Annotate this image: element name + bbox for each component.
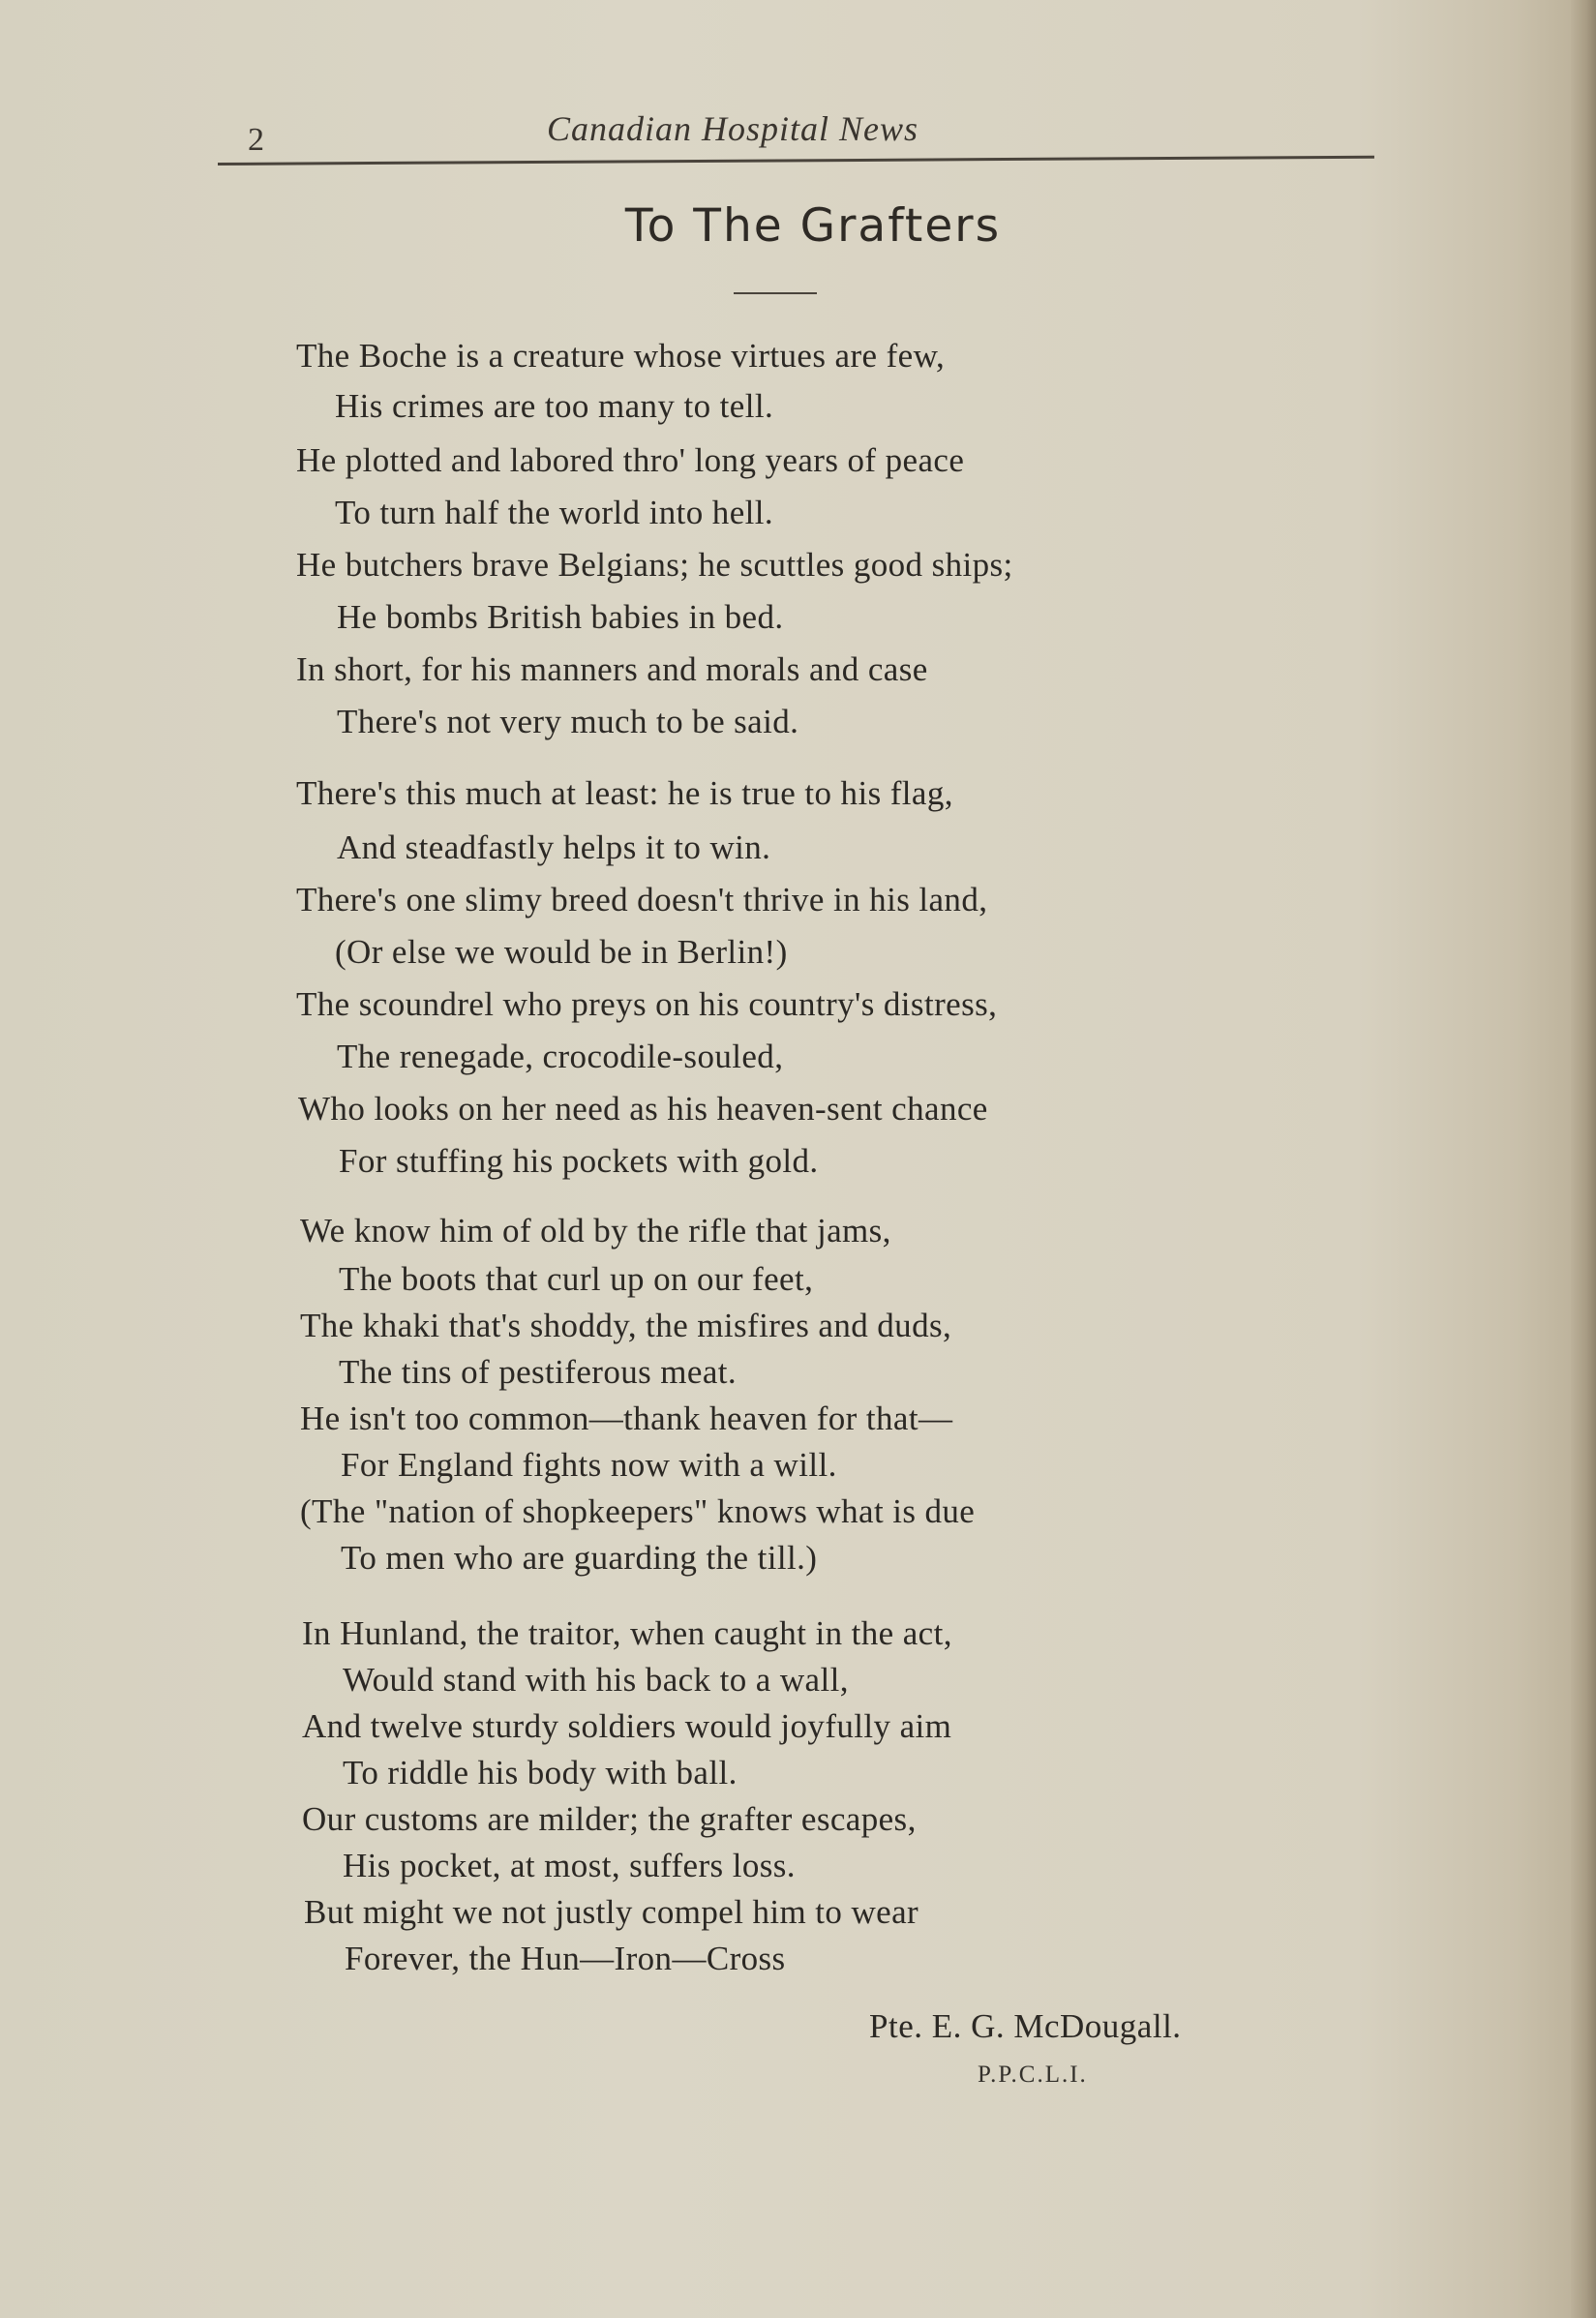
- poem-line: The scoundrel who preys on his country's distress,: [296, 985, 998, 1023]
- poem-line: To men who are guarding the till.): [341, 1539, 818, 1577]
- poem-line: He bombs British babies in bed.: [337, 598, 784, 636]
- poem-line: For stuffing his pockets with gold.: [339, 1142, 819, 1180]
- poem-line: The boots that curl up on our feet,: [339, 1260, 814, 1298]
- poem-line: He isn't too common—thank heaven for that—: [300, 1400, 953, 1437]
- poem-line: The renegade, crocodile-souled,: [337, 1038, 784, 1075]
- poem-line: (Or else we would be in Berlin!): [335, 933, 788, 971]
- poem-line: There's one slimy breed doesn't thrive in his land,: [296, 881, 988, 918]
- poem-line: He plotted and labored thro' long years of peace: [296, 441, 965, 479]
- poem-line: Who looks on her need as his heaven-sent chance: [298, 1090, 988, 1128]
- poem-line: The khaki that's shoddy, the misfires and duds,: [300, 1307, 952, 1344]
- poem-line: His crimes are too many to tell.: [335, 387, 774, 425]
- binding-edge: [1571, 0, 1596, 2318]
- poem-line: There's not very much to be said.: [337, 703, 799, 740]
- poem-line: In Hunland, the traitor, when caught in the act,: [302, 1614, 952, 1652]
- poem-line: The tins of pestiferous meat.: [339, 1353, 738, 1391]
- author-signature: Pte. E. G. McDougall.: [869, 2007, 1182, 2045]
- poem-line: For England fights now with a will.: [341, 1446, 837, 1484]
- page-number: 2: [248, 122, 264, 158]
- poem-line: In short, for his manners and morals and case: [296, 650, 928, 688]
- title-rule: [734, 292, 817, 294]
- poem-line: The Boche is a creature whose virtues are few,: [296, 337, 946, 375]
- poem-line: To turn half the world into hell.: [335, 494, 774, 531]
- poem-line: And steadfastly helps it to win.: [337, 828, 771, 866]
- poem-title: To The Grafters: [624, 199, 1002, 253]
- poem-line: Our customs are milder; the grafter escapes,: [302, 1800, 917, 1838]
- poem-line: But might we not justly compel him to wear: [304, 1893, 919, 1931]
- poem-line: His pocket, at most, suffers loss.: [343, 1847, 796, 1884]
- poem-line: Would stand with his back to a wall,: [343, 1661, 849, 1699]
- running-title: Canadian Hospital News: [547, 109, 919, 148]
- poem-line: And twelve sturdy soldiers would joyfully aim: [302, 1707, 952, 1745]
- poem-line: Forever, the Hun—Iron—Cross: [345, 1940, 786, 1977]
- poem-line: To riddle his body with ball.: [343, 1754, 738, 1791]
- poem-line: There's this much at least: he is true to his flag,: [296, 774, 953, 812]
- poem-line: He butchers brave Belgians; he scuttles good ships;: [296, 546, 1013, 584]
- poem-line: (The "nation of shopkeepers" knows what is due: [300, 1492, 976, 1530]
- poem-line: We know him of old by the rifle that jams,: [300, 1212, 891, 1249]
- author-unit: P.P.C.L.I.: [978, 2062, 1088, 2088]
